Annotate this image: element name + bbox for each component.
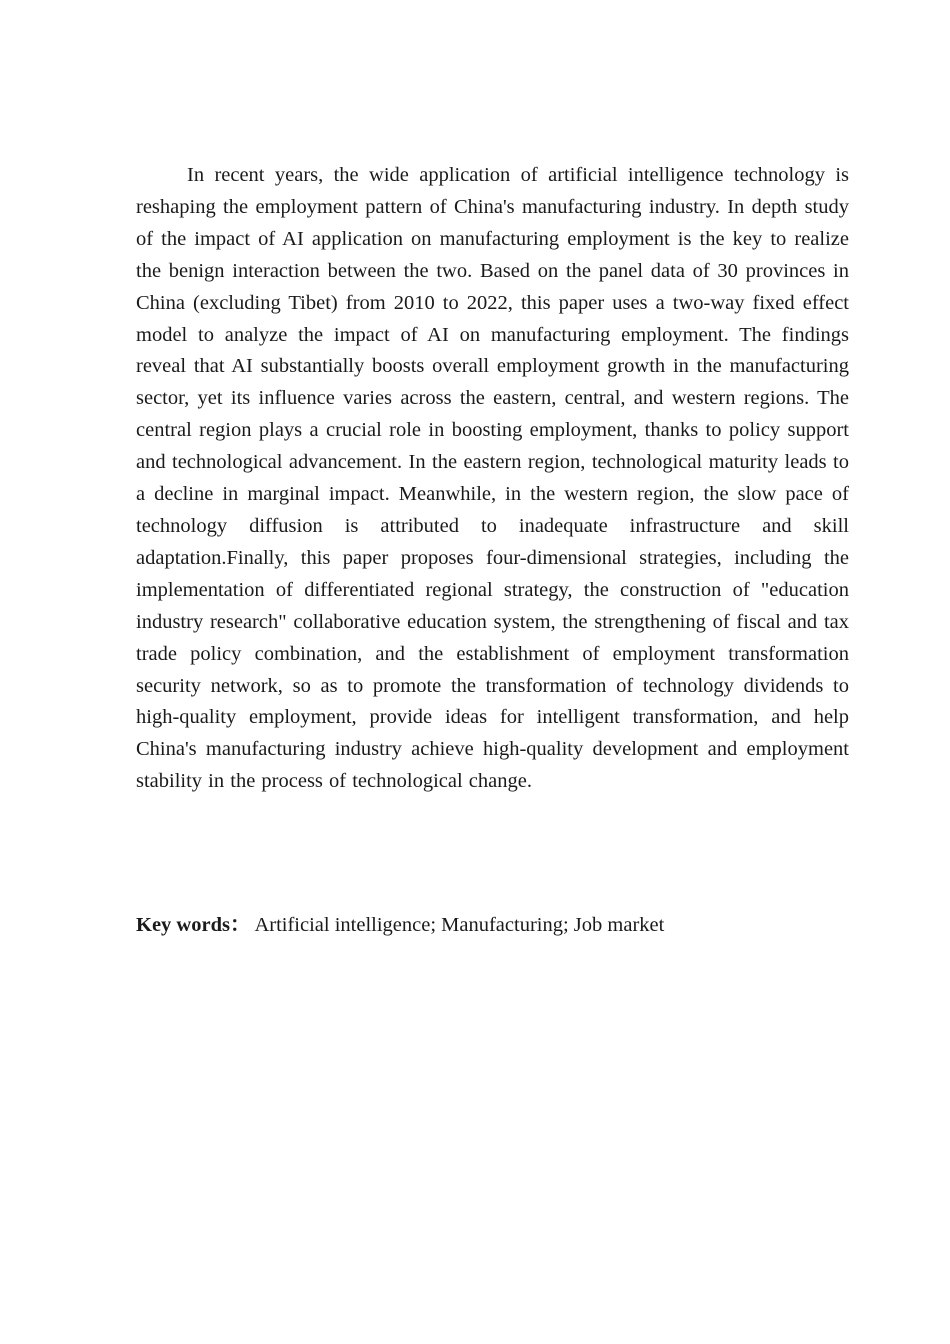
keywords-separator: ： [229, 914, 251, 936]
keywords-list: Artificial intelligence; Manufacturing; Job market [254, 914, 665, 936]
keywords-line [136, 910, 849, 942]
keywords-label: Key words [136, 914, 230, 936]
abstract-paragraph: In recent years, the wide application of artificial intelligence technology is reshaping the employment pattern of China's manufacturing industry. In depth study of the impact of AI application on manufacturing employment is the key to realize the benign interaction between the two. Based on the panel data of 30 provinces in China (excluding Tibet) from 2010 to 2022, this paper uses a two-way fixed effect model to analyze the impact of AI on manufacturing employment. The findings reveal that AI substantially boosts overall employment growth in the manufacturing sector, yet its influence varies across the eastern, central, and western regions. The central region plays a crucial role in boosting employment, thanks to policy support and technological advancement. In the eastern region, technological maturity leads to a decline in marginal impact. Meanwhile, in the western region, the slow pace of technology diffusion is attributed to inadequate infrastructure and skill adaptation.Finally, this paper proposes four-dimensional strategies, including the implementation of differentiated regional strategy, the construction of "education industry research" collaborative education system, the strengthening of fiscal and tax trade policy combination, and the establishment of employment transformation security network, so as to promote the transformation of technology dividends to high-quality employment, provide ideas for intelligent transformation, and help China's manufacturing industry achieve high-quality development and employment stability in the process of technological change. [136, 164, 849, 793]
